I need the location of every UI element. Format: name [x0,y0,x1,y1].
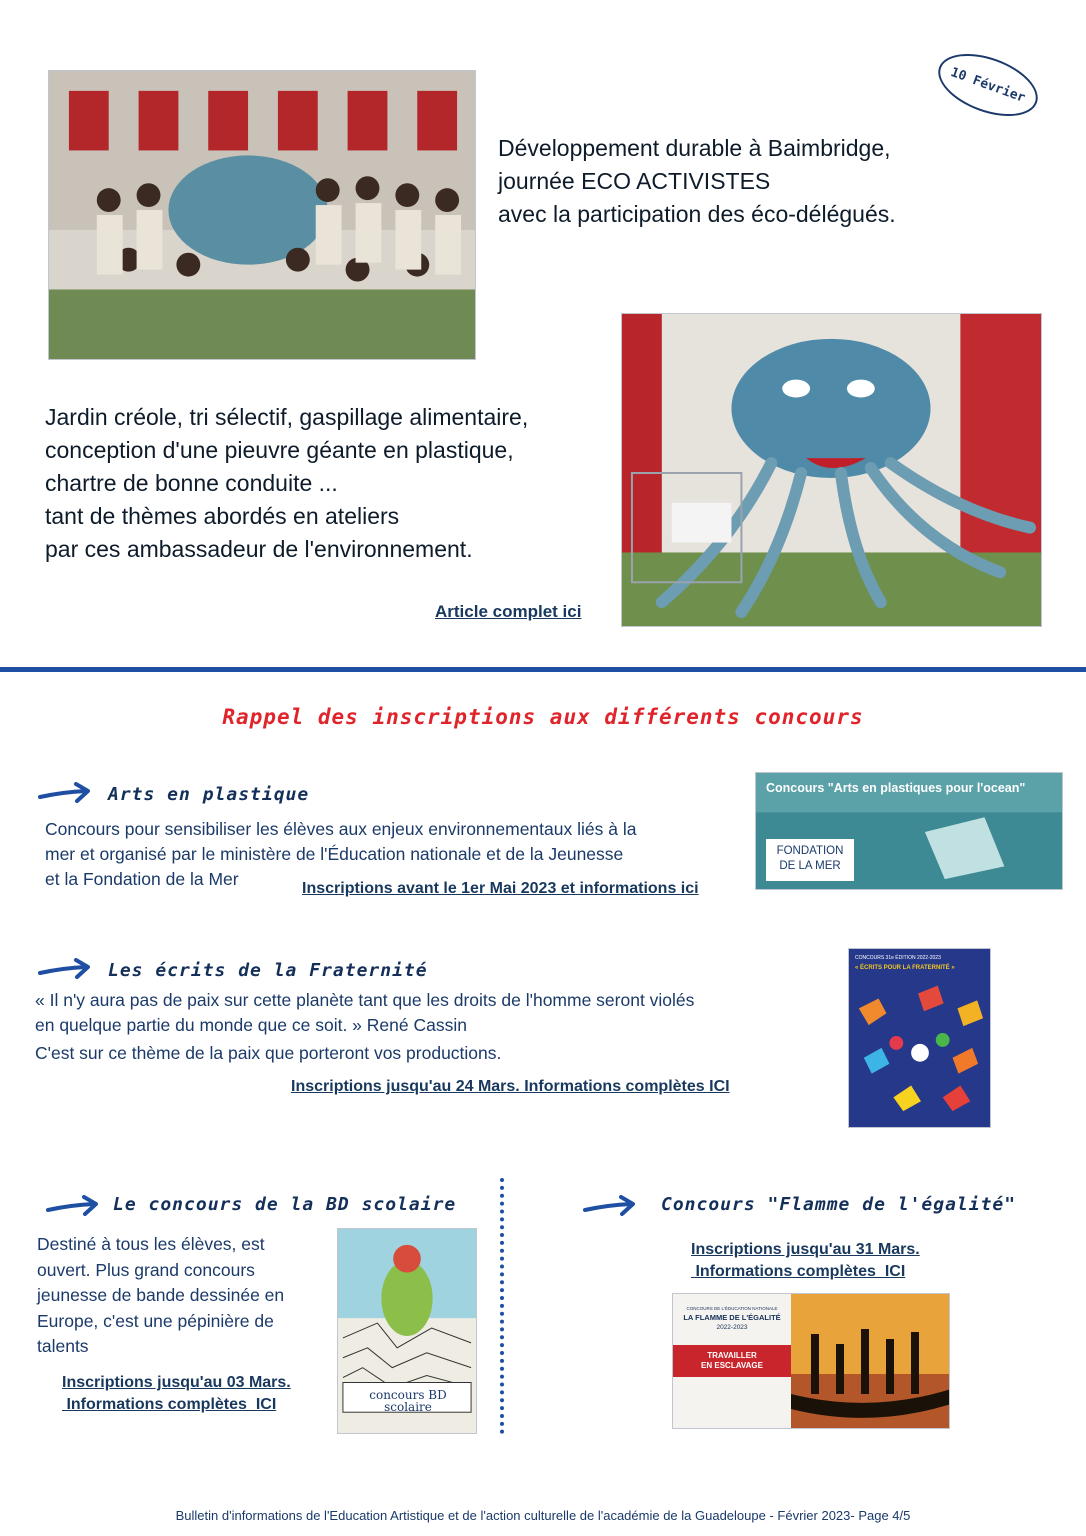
event-desc-line: par ces ambassadeur de l'environnement. [45,536,473,562]
fondation-logo [766,839,854,881]
ecrits-quote-line: en quelque partie du monde que ce soit. » René Cassin [35,1015,467,1035]
arts-line: et la Fondation de la Mer [45,869,239,889]
arrow-icon [583,1195,638,1219]
ecrits-quote [35,988,825,1066]
ecrits-theme: C'est sur ce thème de la paix que porteront vos productions. [35,1043,502,1063]
bd-line: jeunesse de bande dessinée en [37,1285,285,1305]
bd-description [37,1232,327,1360]
logo-line: DE LA MER [779,860,841,872]
bd-line: ouvert. Plus grand concours [37,1259,255,1280]
logo-line: FONDATION [776,845,844,857]
bd-poster [337,1228,477,1434]
flamme-poster [672,1293,950,1429]
ecrits-poster [848,948,991,1128]
bd-link-dates[interactable]: Inscriptions jusqu'au 03 Mars. [62,1374,291,1391]
flamme-link-dates[interactable]: Inscriptions jusqu'au 31 Mars. [691,1241,920,1258]
octopus-photo [621,313,1042,627]
event-desc-line: Jardin créole, tri sélectif, gaspillage alimentaire, [45,404,529,430]
arrow-icon [38,782,93,806]
event-desc-line: conception d'une pieuvre géante en plastique, [45,437,514,463]
ecrits-heading: Les écrits de la Fraternité [108,960,428,981]
ecrits-poster-line: CONCOURS 31e ÉDITION 2022-2023 [855,955,941,961]
arrow-icon [46,1195,101,1219]
event-title-line: journée ECO ACTIVISTES [498,168,771,194]
event-title-line: avec la participation des éco-délégués. [498,201,896,227]
event-title [498,132,1018,231]
flamme-poster-line: EN ESCLAVAGE [701,1361,763,1370]
arrow-icon [38,958,93,982]
bd-line: Destiné à tous les élèves, est [37,1234,265,1254]
event-title-line: Développement durable à Baimbridge, [498,135,891,161]
flamme-link-info[interactable]: Informations complètes ICI [691,1263,906,1280]
ecrits-quote-line: « Il n'y aura pas de paix sur cette planète tant que les droits de l'homme seront violés [35,990,695,1010]
flamme-poster-left [673,1294,791,1429]
bd-poster-title: concours BD scolaire [369,1388,447,1414]
arts-link[interactable]: Inscriptions avant le 1er Mai 2023 et informations ici [302,880,699,897]
event-desc-line: tant de thèmes abordés en ateliers [45,503,400,529]
event-description [45,401,615,566]
flamme-poster-line: TRAVAILLER [707,1351,757,1360]
bd-line: Europe, c'est une pépinière de [37,1310,274,1331]
arts-poster-title: Concours "Arts en plastiques pour l'ocean" [766,781,1026,795]
section-divider [0,667,1086,672]
arts-heading: Arts en plastique [108,784,310,805]
bd-line: talents [37,1336,89,1356]
bd-link-info[interactable]: Informations complètes ICI [62,1396,277,1413]
date-badge: 10 Février [930,42,1046,128]
event-desc-line: chartre de bonne conduite ... [45,470,338,496]
ecrits-poster-line: « ÉCRITS POUR LA FRATERNITÉ » [855,965,955,971]
arts-poster [755,772,1063,890]
group-photo [48,70,476,360]
ecrits-link[interactable]: Inscriptions jusqu'au 24 Mars. Informations complètes ICI [291,1078,730,1095]
flamme-heading: Concours "Flamme de l'égalité" [661,1194,1017,1215]
arts-line: mer et organisé par le ministère de l'Éducation nationale et de la Jeunesse [45,844,624,864]
flamme-poster-line: 2022-2023 [716,1324,748,1331]
section-title: Rappel des inscriptions aux différents concours [222,705,864,729]
page-footer: Bulletin d'informations de l'Education Artistique et de l'action culturelle de l'académie de la Guadeloupe - Février 2023- Page 4/5 [175,1508,911,1523]
flamme-poster-banner [673,1345,791,1377]
column-divider [500,1178,504,1434]
flamme-poster-line: LA FLAMME DE L'ÉGALITÉ [683,1313,781,1322]
bd-heading: Le concours de la BD scolaire [113,1194,457,1215]
arts-line: Concours pour sensibiliser les élèves aux enjeux environnementaux liés à la [45,819,637,839]
flamme-poster-line: CONCOURS DE L'ÉDUCATION NATIONALE [686,1306,778,1311]
article-link[interactable]: Article complet ici [435,602,582,621]
